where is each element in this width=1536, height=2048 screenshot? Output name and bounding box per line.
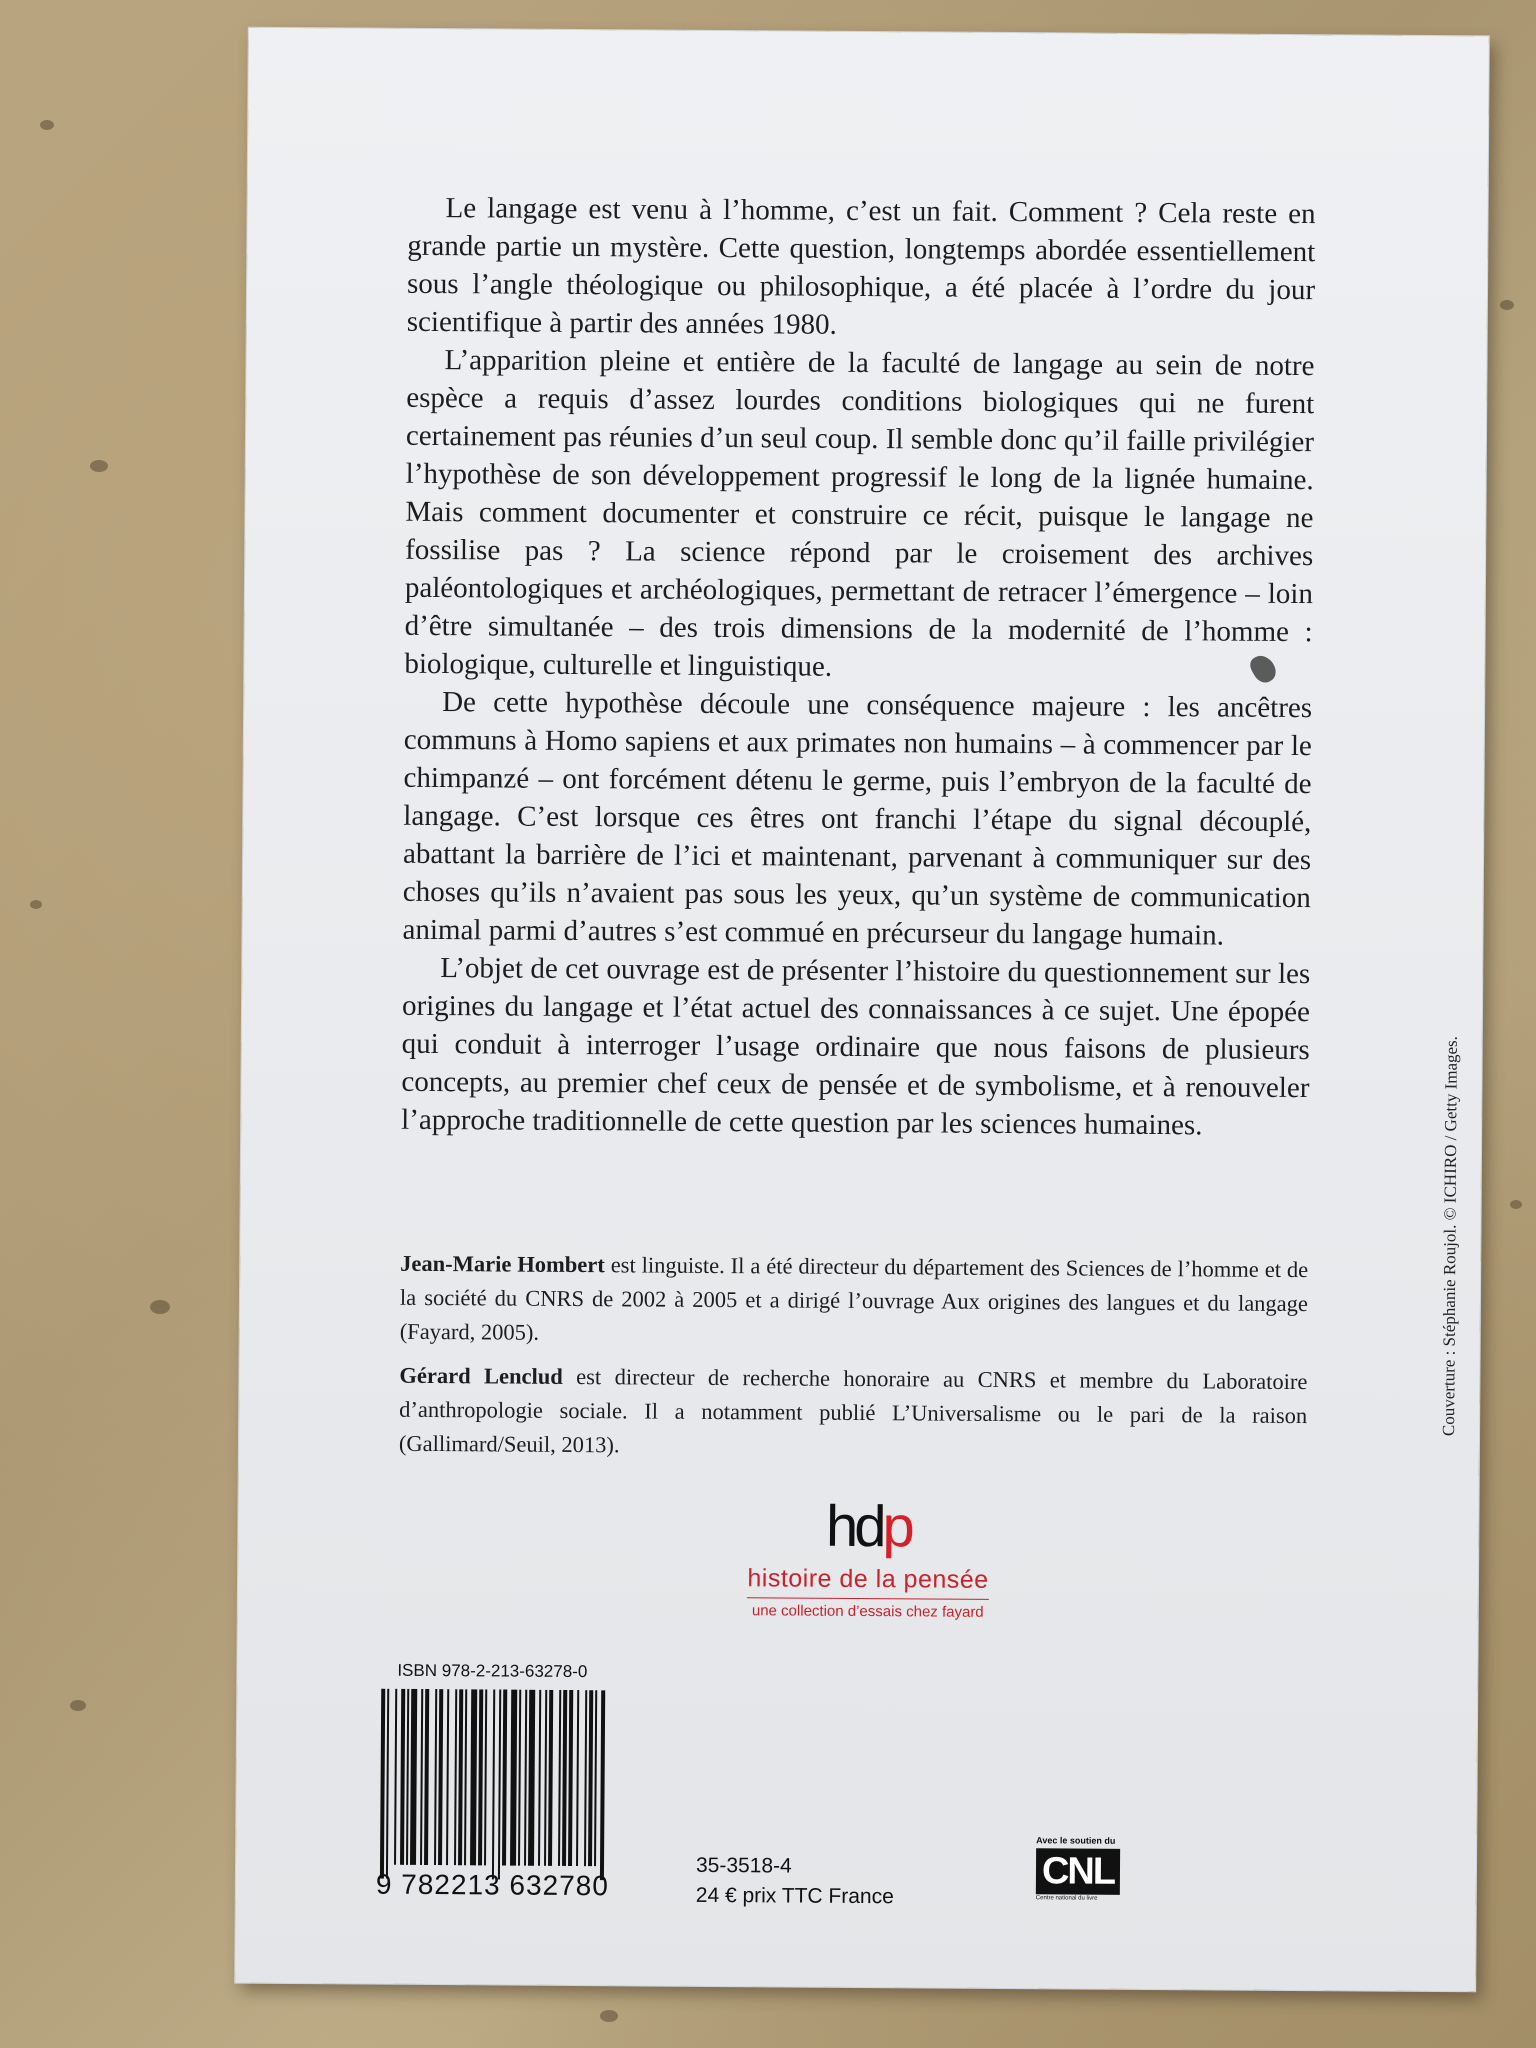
cnl-top-text: Avec le soutien du xyxy=(1036,1835,1116,1846)
barcode-bar xyxy=(380,1689,385,1879)
table-speck xyxy=(40,120,54,130)
price-amount: 24 € prix TTC France xyxy=(695,1883,894,1909)
barcode-bar xyxy=(394,1689,397,1865)
barcode-bar xyxy=(434,1689,437,1865)
barcode-bar xyxy=(568,1690,573,1866)
barcode-bar xyxy=(538,1690,541,1866)
blurb-paragraph-1: Le langage est venu à l’homme, c’est un fait. Comment ? Cela reste en grande partie un mystère. Cette question, longtemps abordée essentiellement sous l’angle théologique ou philosophique, a été placée à l’ordre du jour scientifique à partir des années 1980. xyxy=(406,192,1316,341)
barcode-bar xyxy=(562,1690,567,1866)
barcode-bar xyxy=(588,1690,593,1866)
price-code: 35-3518-4 xyxy=(695,1853,792,1878)
barcode-bar xyxy=(518,1690,521,1866)
cover-credit: Couverture : Stéphanie Roujol. © ICHIRO / Getty Images. xyxy=(1439,1035,1461,1437)
cnl-logo xyxy=(1036,1835,1126,1902)
blurb-paragraph-2: L’apparition pleine et entière de la faculté de langage au sein de notre espèce a requis d’assez lourdes conditions biologiques qui ne furent certainement pas réunies d’un seul coup. Il semble donc qu’il faille privilégier l’hypothèse de son développement progressif le long de la lignée humaine. Mais comment documenter et construire ce récit, puisque le langage ne fossilise pas ? La science répond par le croisement des archives paléontologiques et archéologiques, permettant de retracer l’émergence – loin d’être simultanée – des trois dimensions de la modernité de l’homme : biologique, culturelle et linguistique. xyxy=(404,344,1315,683)
table-speck xyxy=(70,1700,86,1711)
barcode-bar xyxy=(406,1689,409,1865)
isbn-label: ISBN 978-2-213-63278-0 xyxy=(397,1660,588,1682)
barcode-bar xyxy=(594,1690,597,1866)
barcode-bars xyxy=(376,1689,657,1881)
hdp-logo-mark xyxy=(658,1493,1078,1560)
barcode-bar xyxy=(544,1690,547,1866)
barcode-bar xyxy=(458,1689,463,1865)
barcode-bar xyxy=(400,1689,405,1865)
blurb-text xyxy=(401,189,1316,1145)
table-speck xyxy=(150,1300,170,1314)
author-bios xyxy=(399,1247,1309,1477)
table-speck xyxy=(30,900,42,909)
barcode-bar xyxy=(454,1689,457,1865)
barcode-bar xyxy=(410,1689,417,1865)
barcode-bar xyxy=(524,1690,527,1866)
barcode-bar xyxy=(498,1689,501,1879)
price-block xyxy=(696,1851,894,1912)
barcode-bar xyxy=(510,1690,517,1866)
barcode-bar xyxy=(386,1689,389,1879)
author-bio-text: est directeur de recherche honoraire au CNRS et membre du Laboratoire d’anthropologie sociale. Il a notamment publié L’Universalisme ou le pari de la raison (Gallimard/Seuil, 2013). xyxy=(398,1363,1308,1458)
barcode-bar xyxy=(424,1689,429,1865)
table-speck xyxy=(90,460,108,472)
collection-subtitle: une collection d’essais chez fayard xyxy=(751,1602,984,1621)
barcode-bar xyxy=(584,1690,587,1866)
logo-mark-right: p xyxy=(882,1494,912,1560)
barcode-digits: 9 782213 632780 xyxy=(375,1868,609,1902)
author-bio-1 xyxy=(400,1247,1309,1355)
blurb-paragraph-4: L’objet de cet ouvrage est de présenter l’histoire du questionnement sur les origines du langage et l’état actuel des connaissances à ce sujet. Une épopée qui conduit à interroger l’usage ordinaire que nous faisons de plusieurs concepts, au premier chef ceux de pensée et de symbolisme, et à renouveler l’approche traditionnelle de cette question par les sciences humaines. xyxy=(401,952,1311,1142)
table-speck xyxy=(1500,300,1514,310)
barcode-bar xyxy=(484,1689,487,1865)
barcode-bar xyxy=(492,1689,495,1879)
collection-logo xyxy=(658,1493,1079,1622)
cnl-bottom-text: Centre national du livre xyxy=(1035,1895,1098,1902)
table-speck xyxy=(600,2010,618,2022)
barcode-bar xyxy=(558,1690,561,1866)
author-name: Jean-Marie Hombert xyxy=(400,1250,605,1278)
barcode-bar xyxy=(576,1690,579,1866)
barcode-bar xyxy=(470,1689,477,1865)
author-bio-text: est linguiste. Il a été directeur du département des Sciences de l’homme et de la société du CNRS de 2002 à 2005 et a dirigé l’ouvrage Aux origines des langues et du langage (Fayard, 2005). xyxy=(399,1252,1309,1345)
collection-title: histoire de la pensée xyxy=(747,1564,988,1600)
author-bio-2 xyxy=(399,1359,1308,1467)
cnl-mark: CNL xyxy=(1036,1848,1120,1895)
barcode-bar xyxy=(528,1690,535,1866)
barcode-bar xyxy=(502,1690,507,1866)
logo-mark-left: hd xyxy=(825,1493,883,1560)
barcode-bar xyxy=(464,1689,467,1865)
barcode-bar xyxy=(438,1689,443,1865)
barcode-bar xyxy=(478,1689,483,1865)
table-speck xyxy=(1510,1200,1522,1209)
author-name: Gérard Lenclud xyxy=(399,1362,563,1389)
barcode-bar xyxy=(420,1689,423,1865)
barcode-bar xyxy=(600,1690,605,1880)
blurb-paragraph-3: De cette hypothèse découle une conséquence majeure : les ancêtres communs à Homo sapiens et aux primates non humains – à commencer par le chimpanzé – ont forcément détenu le germe, puis l’embryon de la faculté de langage. C’est lorsque ces êtres ont franchi l’étape du signal découplé, abattant la barrière de l’ici et maintenant, parvenant à communiquer sur des choses qu’ils n’avaient pas sous les yeux, qu’un système de communication animal parmi d’autres s’est commué en précurseur du langage humain. xyxy=(402,686,1313,952)
book-back-cover xyxy=(235,28,1489,1992)
barcode-bar xyxy=(446,1689,449,1865)
barcode-bar xyxy=(548,1690,553,1866)
